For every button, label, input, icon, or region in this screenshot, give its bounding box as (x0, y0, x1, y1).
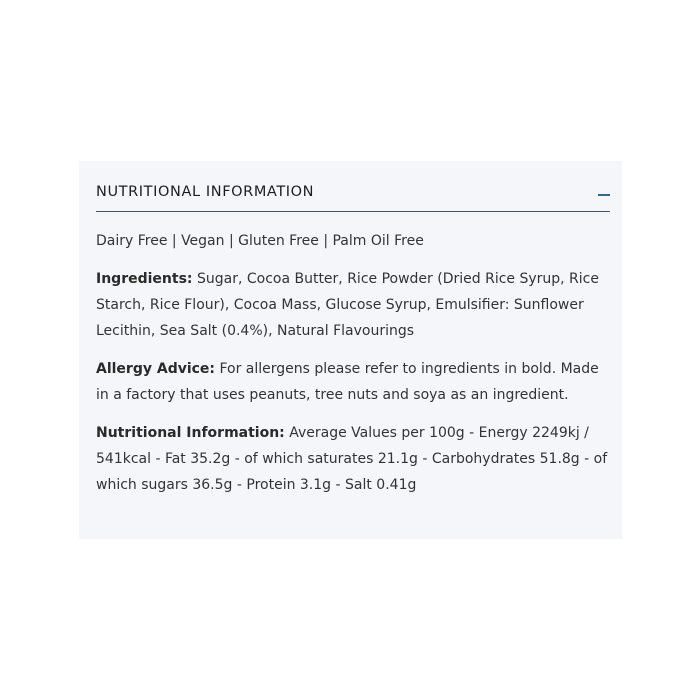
nutrition-paragraph (96, 420, 610, 498)
allergy-paragraph (96, 356, 610, 408)
ingredients-text: Sugar, Cocoa Butter, Rice Powder (Dried Rice Syrup, Rice Starch, Rice Flour), Cocoa Mass, Glucose Syrup, Emulsifier: Sunflower Lecithin, Sea Salt (0.4%), Natural Flavourings (96, 271, 599, 339)
accordion-body (96, 212, 610, 498)
minus-icon[interactable] (598, 194, 610, 196)
ingredients-label: Ingredients: (96, 271, 193, 287)
ingredients-paragraph (96, 266, 610, 344)
dietary-tags: Dairy Free | Vegan | Gluten Free | Palm Oil Free (96, 233, 424, 249)
nutrition-accordion (79, 161, 622, 539)
allergy-text: For allergens please refer to ingredients in bold. Made in a factory that uses peanuts, tree nuts and soya as an ingredient. (96, 361, 599, 403)
nutrition-label: Nutritional Information: (96, 425, 285, 441)
nutrition-text: Average Values per 100g - Energy 2249kj / 541kcal - Fat 35.2g - of which saturates 21.1g - Carbohydrates 51.8g - of which sugars 36.5g - Protein 3.1g - Salt 0.41g (96, 425, 608, 493)
accordion-title: NUTRITIONAL INFORMATION (96, 184, 315, 200)
allergy-label: Allergy Advice: (96, 361, 216, 377)
accordion-header[interactable] (96, 161, 610, 212)
